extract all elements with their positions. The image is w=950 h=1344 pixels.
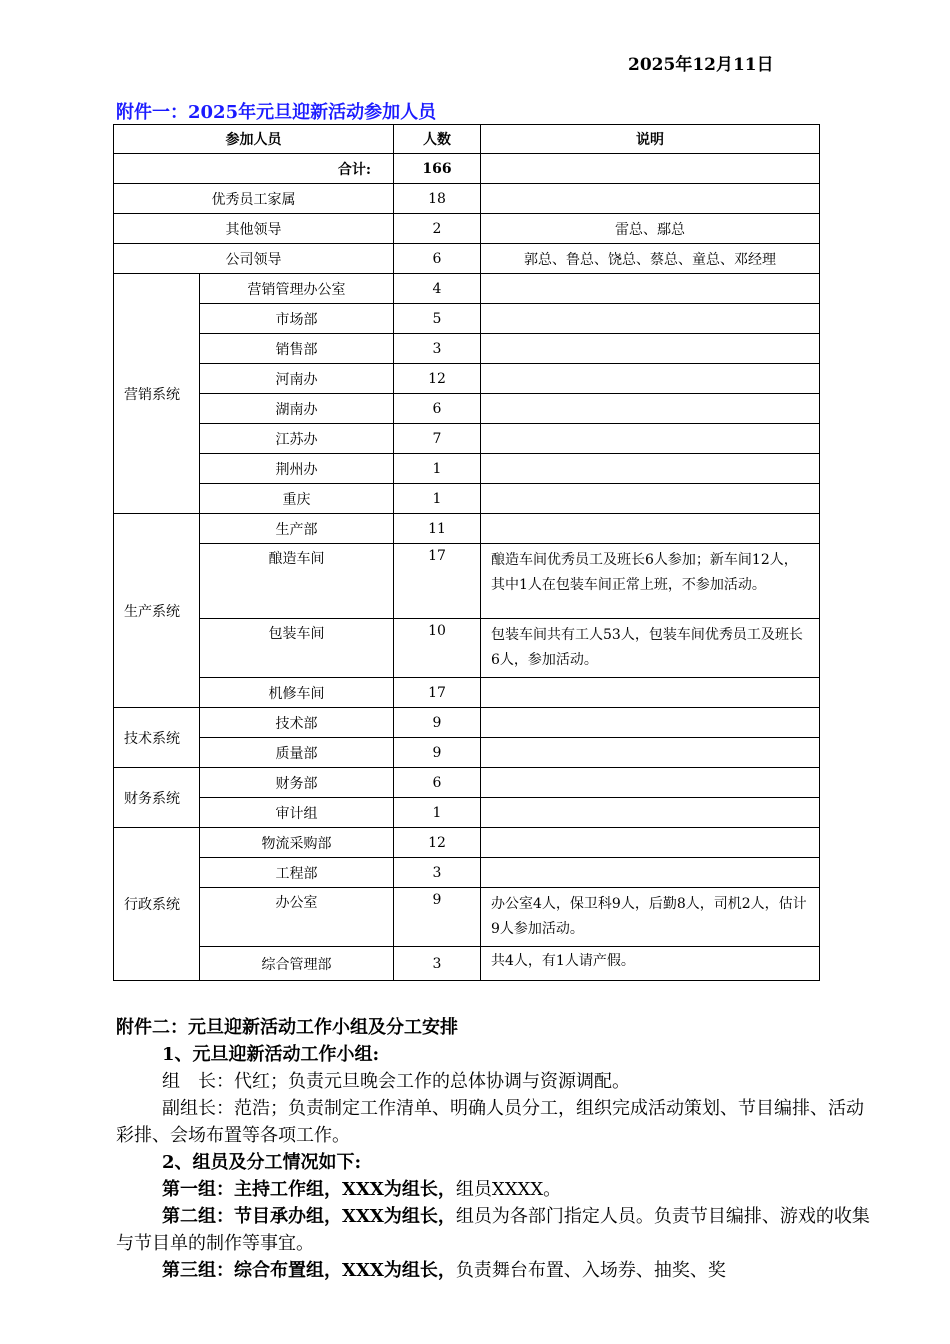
row-name: 包装车间 — [200, 619, 394, 678]
row-note: 雷总、鄢总 — [481, 214, 820, 244]
row-count: 5 — [394, 304, 481, 334]
row-count: 17 — [394, 678, 481, 708]
table-row — [114, 619, 820, 678]
row-note — [481, 394, 820, 424]
row-count: 1 — [394, 484, 481, 514]
row-name: 营销管理办公室 — [200, 274, 394, 304]
row-note — [481, 424, 820, 454]
leader-line: 组 长：代红；负责元旦晚会工作的总体协调与资源调配。 — [162, 1071, 630, 1092]
row-name: 销售部 — [200, 334, 394, 364]
row-name: 办公室 — [200, 888, 394, 947]
row-note — [481, 304, 820, 334]
row-name: 综合管理部 — [200, 947, 394, 981]
group1-title: 第一组：主持工作组，XXX为组长， — [162, 1179, 456, 1200]
table-row — [114, 304, 820, 334]
group3-text: 负责舞台布置、入场券、抽奖、奖 — [455, 1260, 726, 1281]
row-name: 市场部 — [200, 304, 394, 334]
row-note: 包装车间共有工人53人，包装车间优秀员工及班长6人，参加活动。 — [481, 619, 820, 678]
table-header-row — [114, 125, 820, 154]
row-count: 12 — [394, 364, 481, 394]
row-name: 其他领导 — [114, 214, 394, 244]
row-note — [481, 454, 820, 484]
group1-text: 组员XXXX。 — [455, 1179, 562, 1200]
table-row — [114, 334, 820, 364]
row-count: 18 — [394, 184, 481, 214]
table-row — [114, 828, 820, 858]
total-label: 合计: — [114, 154, 394, 184]
row-note — [481, 798, 820, 828]
group-label-production: 生产系统 — [114, 514, 200, 708]
table-row — [114, 484, 820, 514]
group3-line — [116, 1257, 876, 1284]
header-note: 说明 — [481, 125, 820, 154]
group1-line — [116, 1176, 876, 1203]
table-row — [114, 798, 820, 828]
table-row — [114, 947, 820, 981]
row-name: 优秀员工家属 — [114, 184, 394, 214]
group-label-marketing: 营销系统 — [114, 274, 200, 514]
section1-heading: 1、元旦迎新活动工作小组: — [162, 1044, 380, 1065]
row-name: 技术部 — [200, 708, 394, 738]
table-row — [114, 424, 820, 454]
row-name: 物流采购部 — [200, 828, 394, 858]
table-row — [114, 768, 820, 798]
header-participants: 参加人员 — [114, 125, 394, 154]
row-count: 1 — [394, 454, 481, 484]
total-count: 166 — [394, 154, 481, 184]
row-count: 4 — [394, 274, 481, 304]
row-name: 财务部 — [200, 768, 394, 798]
table-row — [114, 888, 820, 947]
row-note — [481, 708, 820, 738]
row-name: 湖南办 — [200, 394, 394, 424]
row-count: 3 — [394, 334, 481, 364]
row-note: 酿造车间优秀员工及班长6人参加；新车间12人，其中1人在包装车间正常上班，不参加活动。 — [481, 544, 820, 619]
attachment2-section — [116, 1014, 876, 1284]
row-name: 机修车间 — [200, 678, 394, 708]
row-name: 江苏办 — [200, 424, 394, 454]
row-name: 工程部 — [200, 858, 394, 888]
row-count: 17 — [394, 544, 481, 619]
table-row — [114, 244, 820, 274]
table-row — [114, 184, 820, 214]
row-name: 荆州办 — [200, 454, 394, 484]
group2-line — [116, 1203, 876, 1257]
group2-text: 组员为各部门指定人员。负责节目编排、游戏的收集与节目单的制作等事宜。 — [116, 1206, 870, 1254]
row-name: 生产部 — [200, 514, 394, 544]
group-label-tech: 技术系统 — [114, 708, 200, 768]
row-note: 郭总、鲁总、饶总、蔡总、童总、邓经理 — [481, 244, 820, 274]
row-count: 2 — [394, 214, 481, 244]
row-count: 3 — [394, 858, 481, 888]
participants-table — [113, 124, 820, 981]
row-name: 河南办 — [200, 364, 394, 394]
row-count: 3 — [394, 947, 481, 981]
row-note — [481, 678, 820, 708]
row-note — [481, 484, 820, 514]
row-count: 9 — [394, 888, 481, 947]
table-row — [114, 214, 820, 244]
table-row — [114, 544, 820, 619]
table-row — [114, 454, 820, 484]
section2-heading: 2、组员及分工情况如下: — [162, 1152, 362, 1173]
table-row — [114, 708, 820, 738]
row-note — [481, 514, 820, 544]
row-note — [481, 738, 820, 768]
table-row — [114, 514, 820, 544]
row-count: 12 — [394, 828, 481, 858]
row-count: 6 — [394, 768, 481, 798]
row-count: 6 — [394, 244, 481, 274]
row-count: 9 — [394, 708, 481, 738]
table-row — [114, 394, 820, 424]
table-row — [114, 274, 820, 304]
row-note — [481, 184, 820, 214]
group3-title: 第三组：综合布置组，XXX为组长， — [162, 1260, 456, 1281]
row-count: 6 — [394, 394, 481, 424]
row-note: 共4人，有1人请产假。 — [481, 947, 820, 981]
row-note — [481, 274, 820, 304]
attachment2-title: 附件二：元旦迎新活动工作小组及分工安排 — [116, 1017, 458, 1038]
row-note — [481, 334, 820, 364]
table-row — [114, 858, 820, 888]
table-row — [114, 364, 820, 394]
row-count: 7 — [394, 424, 481, 454]
table-row — [114, 678, 820, 708]
table-row — [114, 738, 820, 768]
row-name: 公司领导 — [114, 244, 394, 274]
attachment1-title: 附件一：2025年元旦迎新活动参加人员 — [116, 102, 437, 123]
header-count: 人数 — [394, 125, 481, 154]
row-note — [481, 364, 820, 394]
row-note — [481, 828, 820, 858]
row-note — [481, 768, 820, 798]
deputy-line: 副组长：范浩；负责制定工作清单、明确人员分工，组织完成活动策划、节目编排、活动彩排、会场布置等各项工作。 — [116, 1098, 864, 1146]
row-note — [481, 858, 820, 888]
row-name: 酿造车间 — [200, 544, 394, 619]
row-name: 重庆 — [200, 484, 394, 514]
group2-title: 第二组：节目承办组，XXX为组长， — [162, 1206, 456, 1227]
row-name: 审计组 — [200, 798, 394, 828]
group-label-admin: 行政系统 — [114, 828, 200, 981]
row-count: 11 — [394, 514, 481, 544]
row-note: 办公室4人，保卫科9人，后勤8人，司机2人，估计9人参加活动。 — [481, 888, 820, 947]
total-row — [114, 154, 820, 184]
row-count: 9 — [394, 738, 481, 768]
row-count: 10 — [394, 619, 481, 678]
row-name: 质量部 — [200, 738, 394, 768]
document-date: 2025年12月11日 — [628, 55, 774, 75]
row-count: 1 — [394, 798, 481, 828]
group-label-finance: 财务系统 — [114, 768, 200, 828]
